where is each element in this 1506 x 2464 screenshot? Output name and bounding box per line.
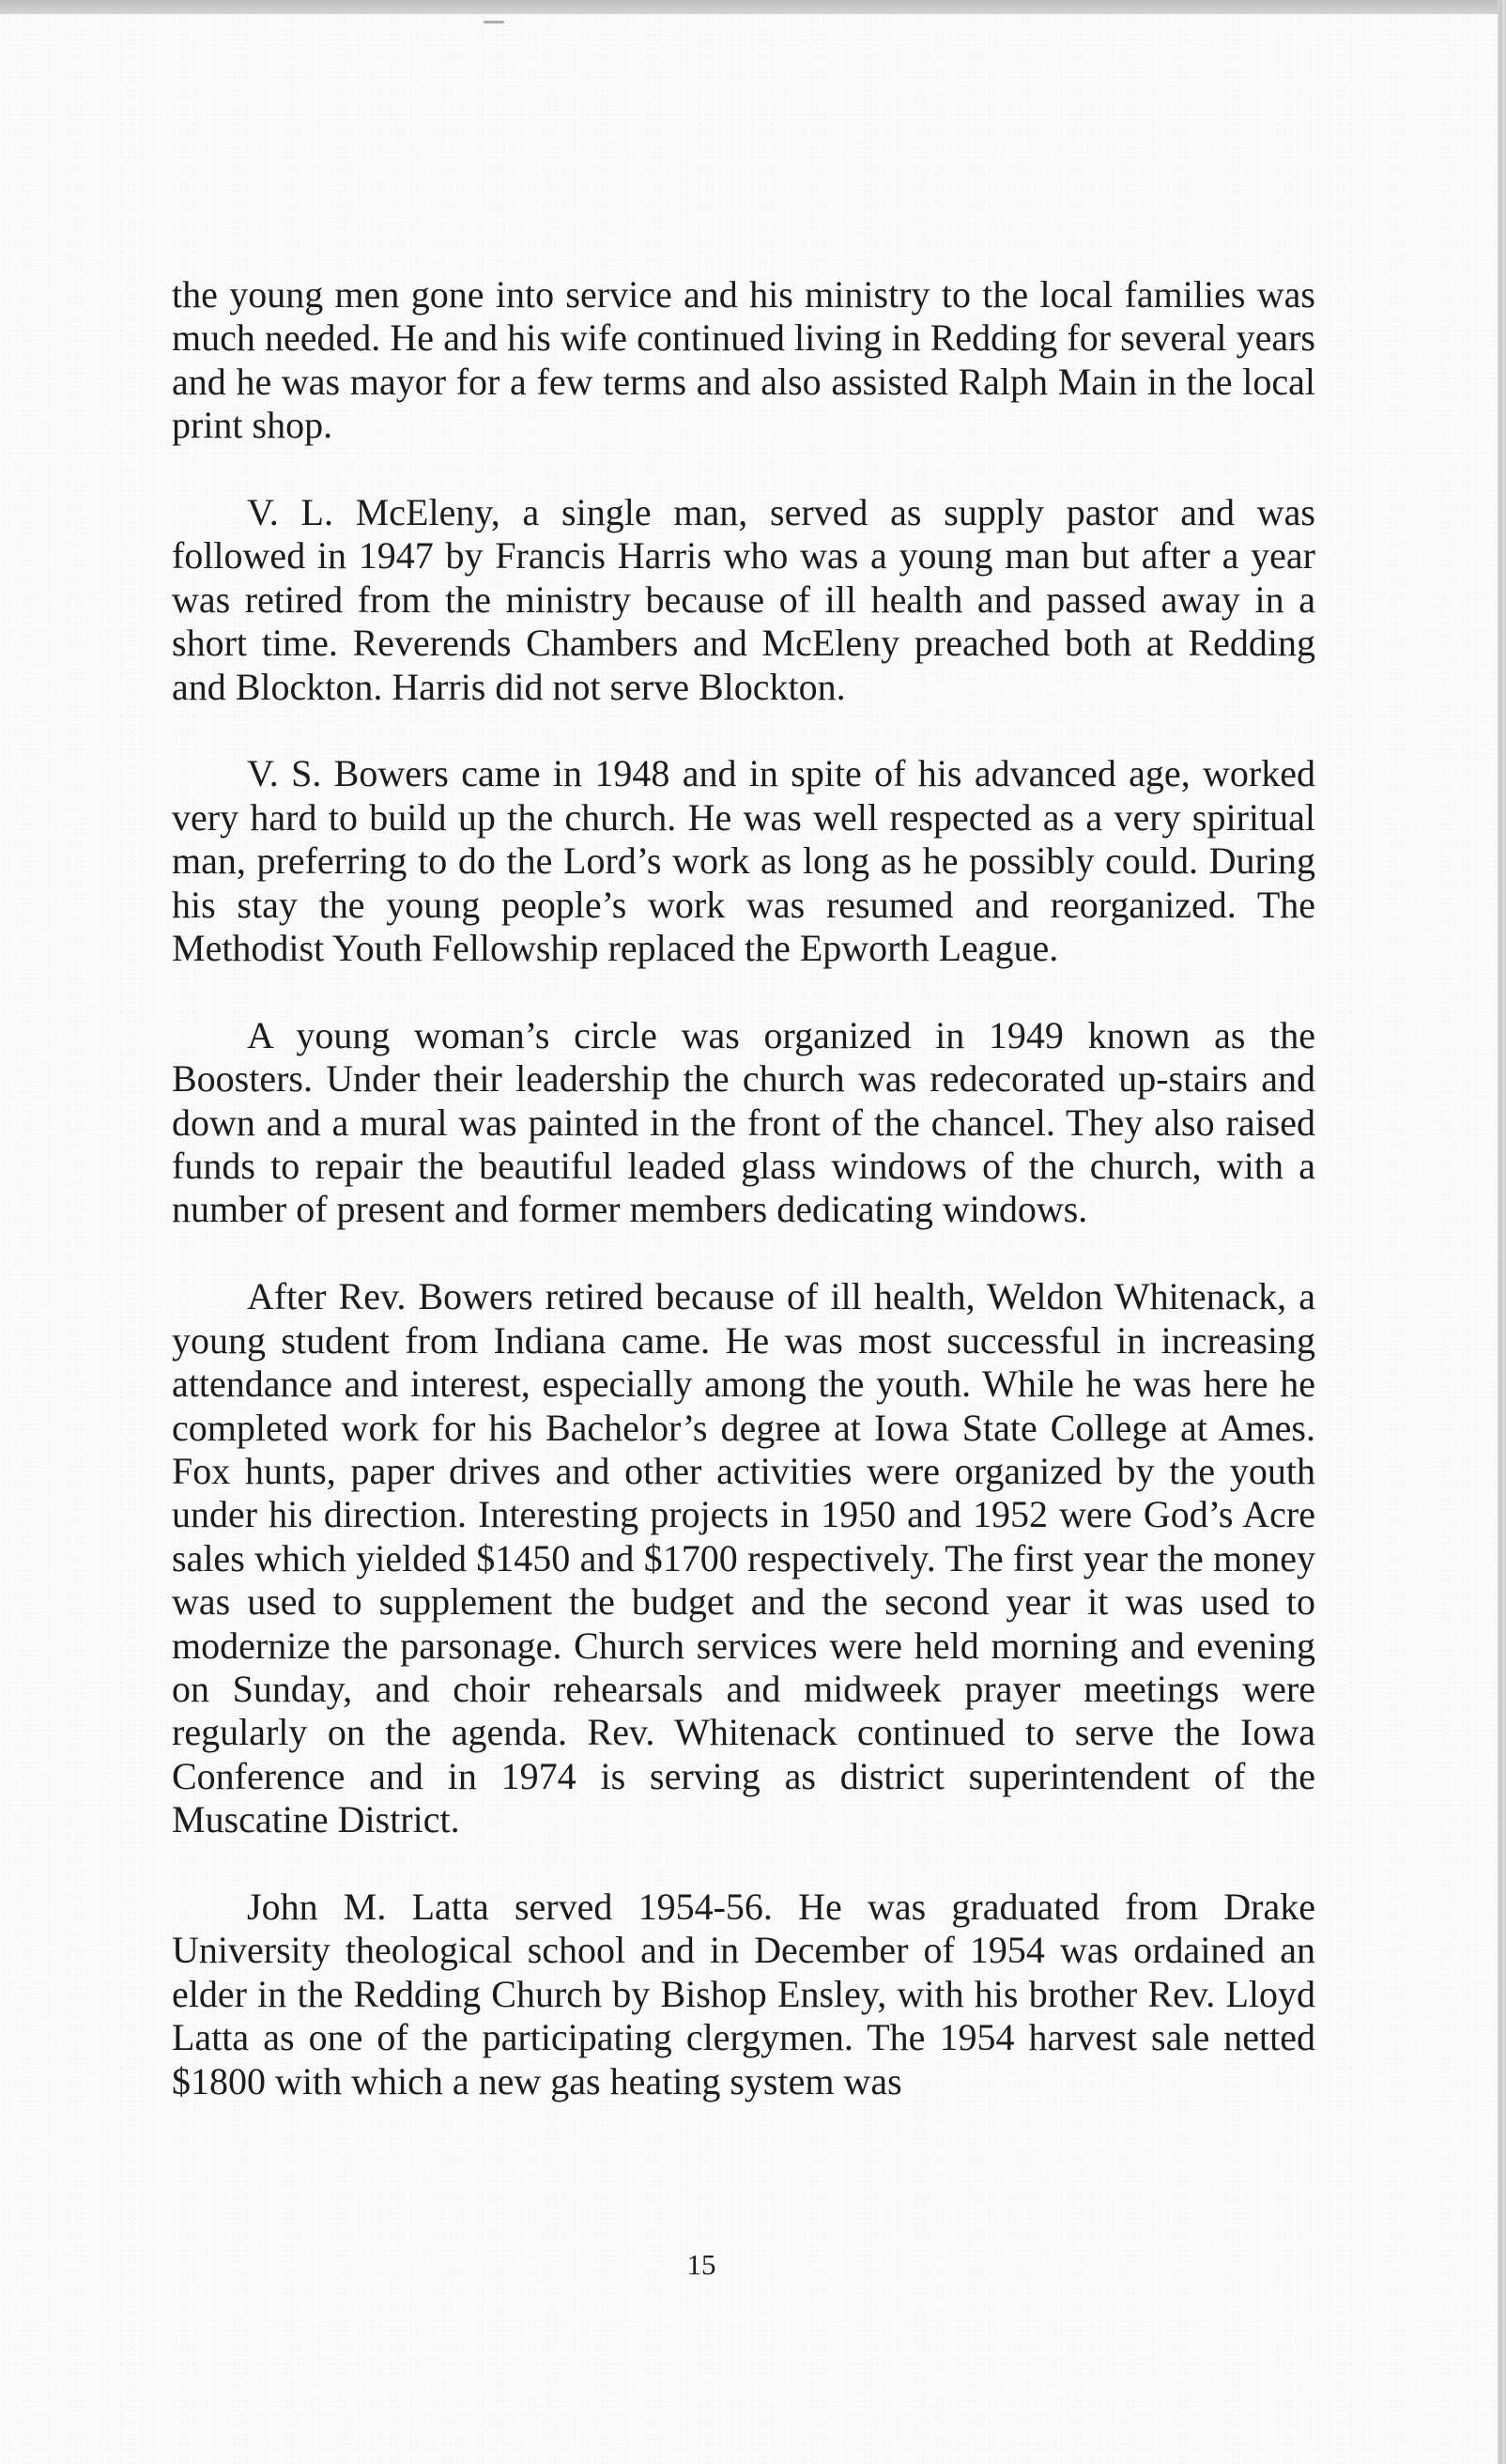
scan-mark	[484, 21, 504, 23]
paragraph-3: V. S. Bowers came in 1948 and in spite of his advanced age, worked very hard to build up the church. He was well respected as a very spiritual man, preferring to do the Lord’s work as long as he possibly could. During his stay the young people’s work was resumed and reorganized. The Methodist Youth Fellowship replaced the Epworth League.	[172, 752, 1315, 970]
paragraph-1: the young men gone into service and his ministry to the local families was much needed. He and his wife continued living in Redding for several years and he was mayor for a few terms and also assisted Ralph Main in the local print shop.	[172, 273, 1315, 447]
paragraph-4: A young woman’s circle was organized in 1949 known as the Boosters. Under their leadership the church was redecorated up-stairs and down and a mural was painted in the front of the chancel. They also raised funds to repair the beautiful leaded glass windows of the church, with a number of present and former members dedicating windows.	[172, 1013, 1315, 1231]
scan-right-edge	[1498, 0, 1506, 2464]
paragraph-5: After Rev. Bowers retired because of ill health, Weldon Whitenack, a young student from Indiana came. He was most successful in increasing attendance and interest, especially among the youth. While he was here he completed work for his Bachelor’s degree at Iowa State College at Ames. Fox hunts, paper drives and other activities were organized by the youth under his direction. Interesting projects in 1950 and 1952 were God’s Acre sales which yielded $1450 and $1700 respectively. The first year the money was used to supplement the budget and the second year it was used to modernize the parsonage. Church services were held morning and evening on Sunday, and choir rehearsals and midweek prayer meetings were regularly on the agenda. Rev. Whitenack continued to serve the Iowa Conference and in 1974 is serving as district superintendent of the Muscatine District.	[172, 1275, 1315, 1841]
scan-top-edge	[0, 0, 1506, 14]
paragraph-2: V. L. McEleny, a single man, served as supply pastor and was followed in 1947 by Francis Harris who was a young man but after a year was retired from the ministry because of ill health and passed away in a short time. Reverends Chambers and McEleny preached both at Redding and Blockton. Harris did not serve Blockton.	[172, 491, 1315, 708]
page-number: 15	[686, 2248, 716, 2281]
page-body	[172, 273, 1315, 2147]
paragraph-6: John M. Latta served 1954-56. He was graduated from Drake University theological school and in December of 1954 was ordained an elder in the Redding Church by Bishop Ensley, with his brother Rev. Lloyd Latta as one of the participating clergymen. The 1954 harvest sale netted $1800 with which a new gas heating system was	[172, 1885, 1315, 2102]
